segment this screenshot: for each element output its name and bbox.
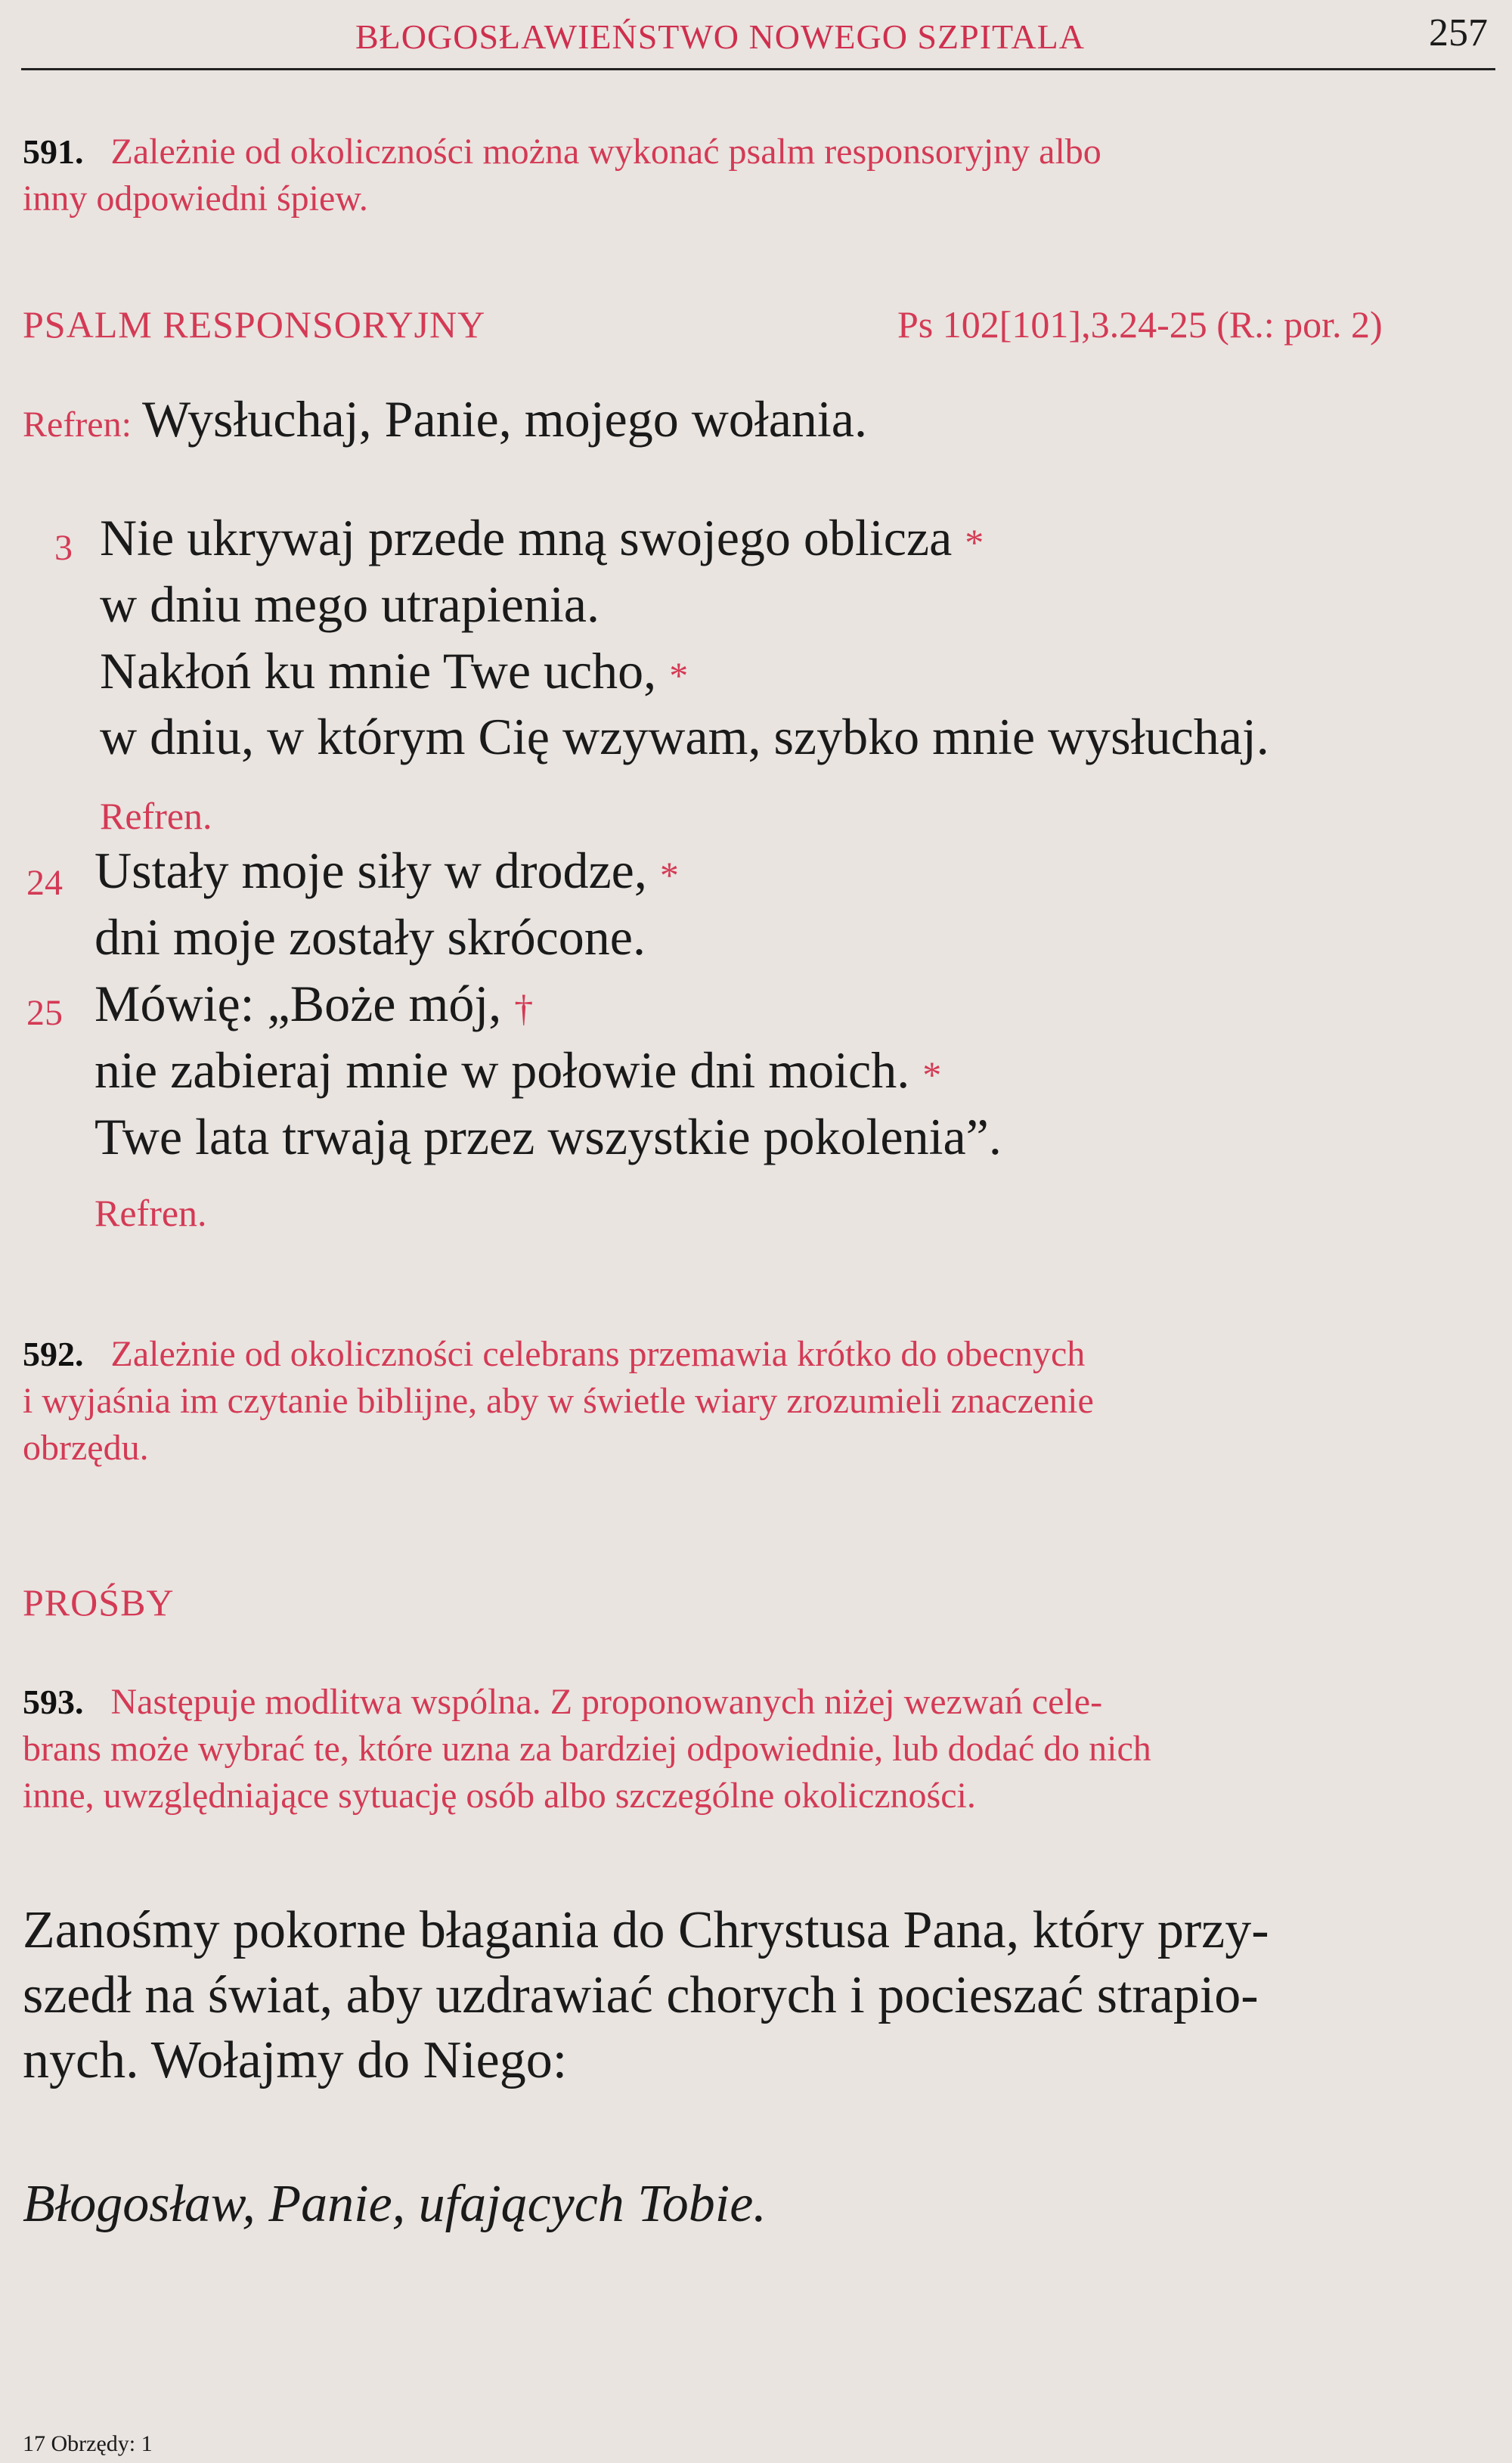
- psalm-line: [94, 841, 679, 901]
- section-heading-psalm: PSALM RESPONSORYJNY: [23, 303, 486, 346]
- page-number: 257: [1429, 11, 1488, 54]
- paragraph-number: 592.: [23, 1335, 84, 1373]
- verse-number: 24: [26, 863, 63, 903]
- psalm-line: [94, 1041, 941, 1100]
- psalm-line: [100, 508, 984, 568]
- psalm-line: dni moje zostały skrócone.: [94, 908, 646, 966]
- invitation-line: Zanośmy pokorne błagania do Chrystusa Pana, który przy-: [23, 1901, 1269, 1959]
- rubric-text: inny odpowiedni śpiew.: [23, 178, 368, 219]
- psalm-line: Twe lata trwają przez wszystkie pokolenia”.: [94, 1108, 1002, 1165]
- rubric-text: inne, uwzględniające sytuację osób albo szczególne okoliczności.: [23, 1776, 976, 1816]
- psalm-line-text: Nie ukrywaj przede mną swojego oblicza: [100, 509, 953, 566]
- verse-number: 25: [26, 993, 63, 1033]
- refrain-cue: Refren.: [94, 1192, 207, 1234]
- psalm-line: [100, 641, 688, 701]
- prayer-invitation: [23, 1898, 1497, 2093]
- congregation-response: Błogosław, Panie, ufających Tobie.: [23, 2175, 767, 2233]
- refrain-cue: Refren.: [100, 795, 212, 837]
- running-header-title: BŁOGOSŁAWIEŃSTWO NOWEGO SZPITALA: [355, 17, 1085, 56]
- psalm-line-text: Mówię: „Boże mój,: [94, 975, 502, 1032]
- asterisk-mark: *: [669, 654, 689, 696]
- psalm-line: [94, 974, 533, 1034]
- rubric-592: [23, 1331, 1497, 1472]
- psalm-line-text: Nakłoń ku mnie Twe ucho,: [100, 642, 657, 700]
- psalm-line-text: Ustały moje siły w drodze,: [94, 842, 647, 899]
- refrain-text: Wysłuchaj, Panie, mojego wołania.: [141, 390, 867, 448]
- rubric-text: brans może wybrać te, które uzna za bardziej odpowiednie, lub dodać do nich: [23, 1729, 1151, 1769]
- asterisk-mark: *: [659, 854, 679, 896]
- asterisk-mark: *: [965, 521, 984, 563]
- rubric-text: Zależnie od okoliczności celebrans przemawia krótko do obecnych: [110, 1334, 1086, 1374]
- psalm-line: w dniu mego utrapienia.: [100, 575, 600, 633]
- verse-number: 3: [54, 528, 73, 568]
- signature-footer: 17 Obrzędy: 1: [23, 2431, 153, 2456]
- psalm-reference: Ps 102[101],3.24-25 (R.: por. 2): [897, 303, 1383, 346]
- psalm-line: w dniu, w którym Cię wzywam, szybko mnie wysłuchaj.: [100, 708, 1269, 765]
- asterisk-mark: *: [922, 1053, 942, 1096]
- refrain-line: [23, 389, 867, 449]
- refrain-label: Refren:: [23, 405, 132, 445]
- rubric-text: Zależnie od okoliczności można wykonać psalm responsoryjny albo: [110, 132, 1101, 172]
- rubric-593: [23, 1679, 1497, 1819]
- invitation-line: nych. Wołajmy do Niego:: [23, 2031, 568, 2089]
- header-rule: [21, 68, 1495, 70]
- rubric-591: [23, 129, 1497, 222]
- section-heading-prosby: PROŚBY: [23, 1581, 175, 1624]
- rubric-text: obrzędu.: [23, 1428, 149, 1468]
- invitation-line: szedł na świat, aby uzdrawiać chorych i pocieszać strapio-: [23, 1966, 1259, 2024]
- paragraph-number: 593.: [23, 1683, 84, 1721]
- paragraph-number: 591.: [23, 132, 84, 171]
- psalm-line-text: nie zabieraj mnie w połowie dni moich.: [94, 1041, 910, 1099]
- rubric-text: Następuje modlitwa wspólna. Z proponowanych niżej wezwań cele-: [110, 1682, 1103, 1722]
- rubric-text: i wyjaśnia im czytanie biblijne, aby w świetle wiary zrozumieli znaczenie: [23, 1381, 1094, 1421]
- dagger-mark: †: [514, 987, 534, 1029]
